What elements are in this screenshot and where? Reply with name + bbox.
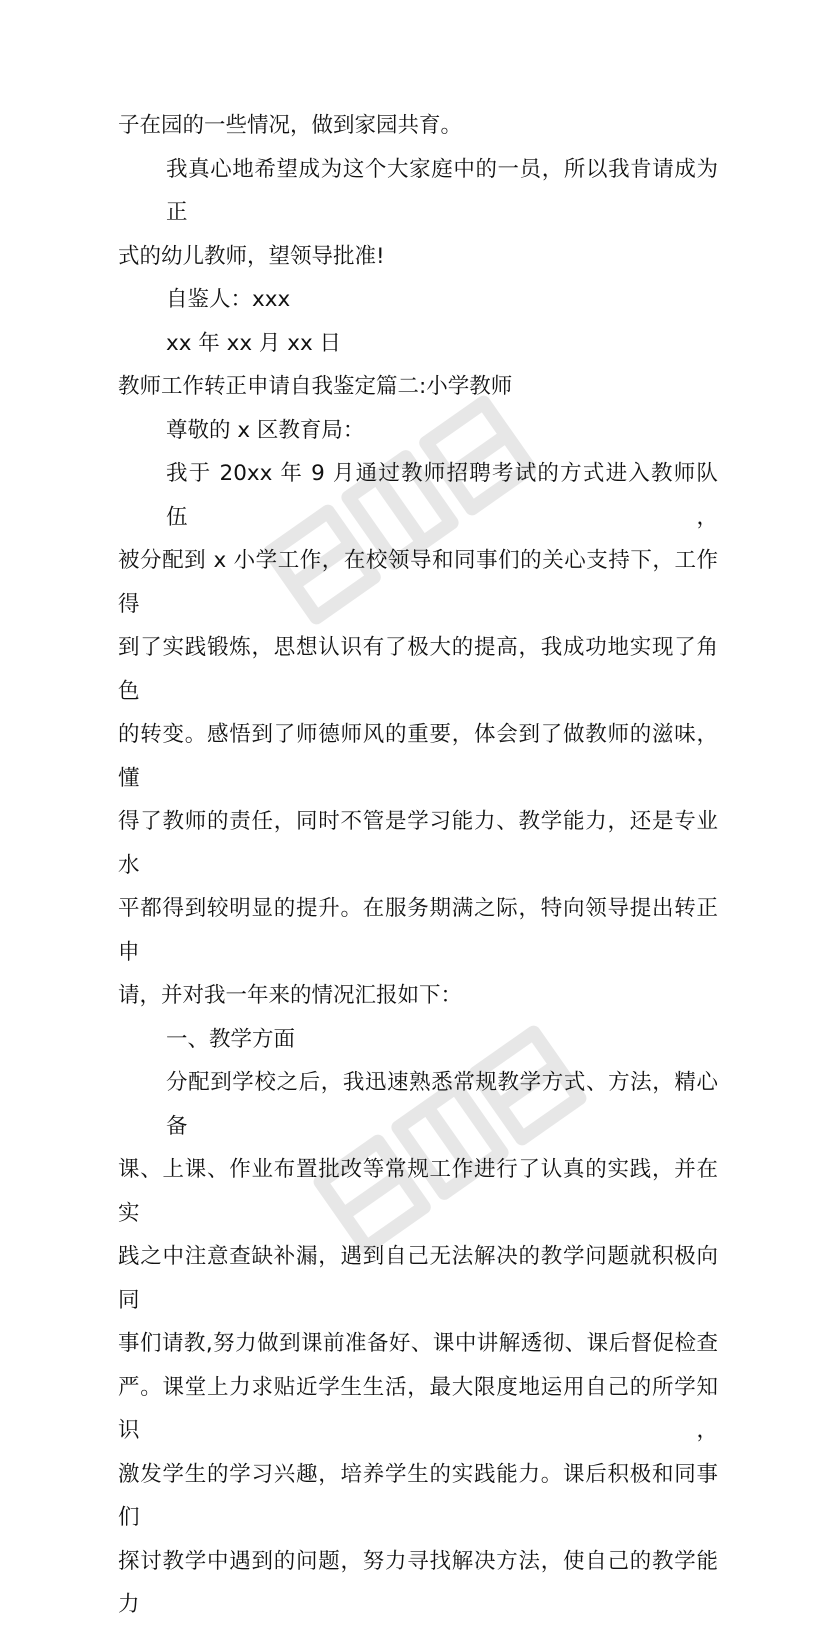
text-line: 践之中注意查缺补漏，遇到自己无法解决的教学问题就积极向同 xyxy=(118,1244,718,1313)
text-line: 请，并对我一年来的情况汇报如下： xyxy=(118,983,463,1008)
signature-line: 自鉴人：xxx xyxy=(166,287,291,312)
text-line: 课、上课、作业布置批改等常规工作进行了认真的实践，并在实 xyxy=(118,1157,718,1226)
text-line: 分配到学校之后，我迅速熟悉常规教学方式、方法，精心备 xyxy=(166,1070,718,1139)
text-line: 到了实践锻炼，思想认识有了极大的提高，我成功地实现了角色 xyxy=(118,635,718,704)
text-line: 事们请教,努力做到课前准备好、课中讲解透彻、课后督促检查 xyxy=(118,1331,718,1356)
text-line: 严。课堂上力求贴近学生生活，最大限度地运用自己的所学知识， xyxy=(118,1374,718,1443)
text-line: 的转变。感悟到了师德师风的重要，体会到了做教师的滋味，懂 xyxy=(118,722,718,791)
text-line: 我真心地希望成为这个大家庭中的一员，所以我肯请成为正 xyxy=(166,156,718,225)
text-line: 得了教师的责任，同时不管是学习能力、教学能力，还是专业水 xyxy=(118,809,718,878)
salutation: 尊敬的 x 区教育局： xyxy=(166,417,365,443)
text-line: 探讨教学中遇到的问题，努力寻找解决方法，使自己的教学能力 xyxy=(118,1548,718,1617)
subsection-heading: 一、教学方面 xyxy=(166,1026,296,1052)
text-line: 子在园的一些情况，做到家园共育。 xyxy=(118,113,463,138)
text-line: 式的幼儿教师，望领导批准! xyxy=(118,243,385,269)
text-line: 激发学生的学习兴趣，培养学生的实践能力。课后积极和同事们 xyxy=(118,1461,718,1530)
text-line: 我于 20xx 年 9 月通过教师招聘考试的方式进入教师队伍， xyxy=(166,461,718,530)
document-body xyxy=(118,104,718,1627)
section-title: 教师工作转正申请自我鉴定篇二:小学教师 xyxy=(118,374,513,399)
text-line: 平都得到较明显的提升。在服务期满之际，特向领导提出转正申 xyxy=(118,896,718,965)
date-line: xx 年 xx 月 xx 日 xyxy=(166,330,342,356)
text-line: 被分配到 x 小学工作，在校领导和同事们的关心支持下，工作得 xyxy=(118,548,718,617)
